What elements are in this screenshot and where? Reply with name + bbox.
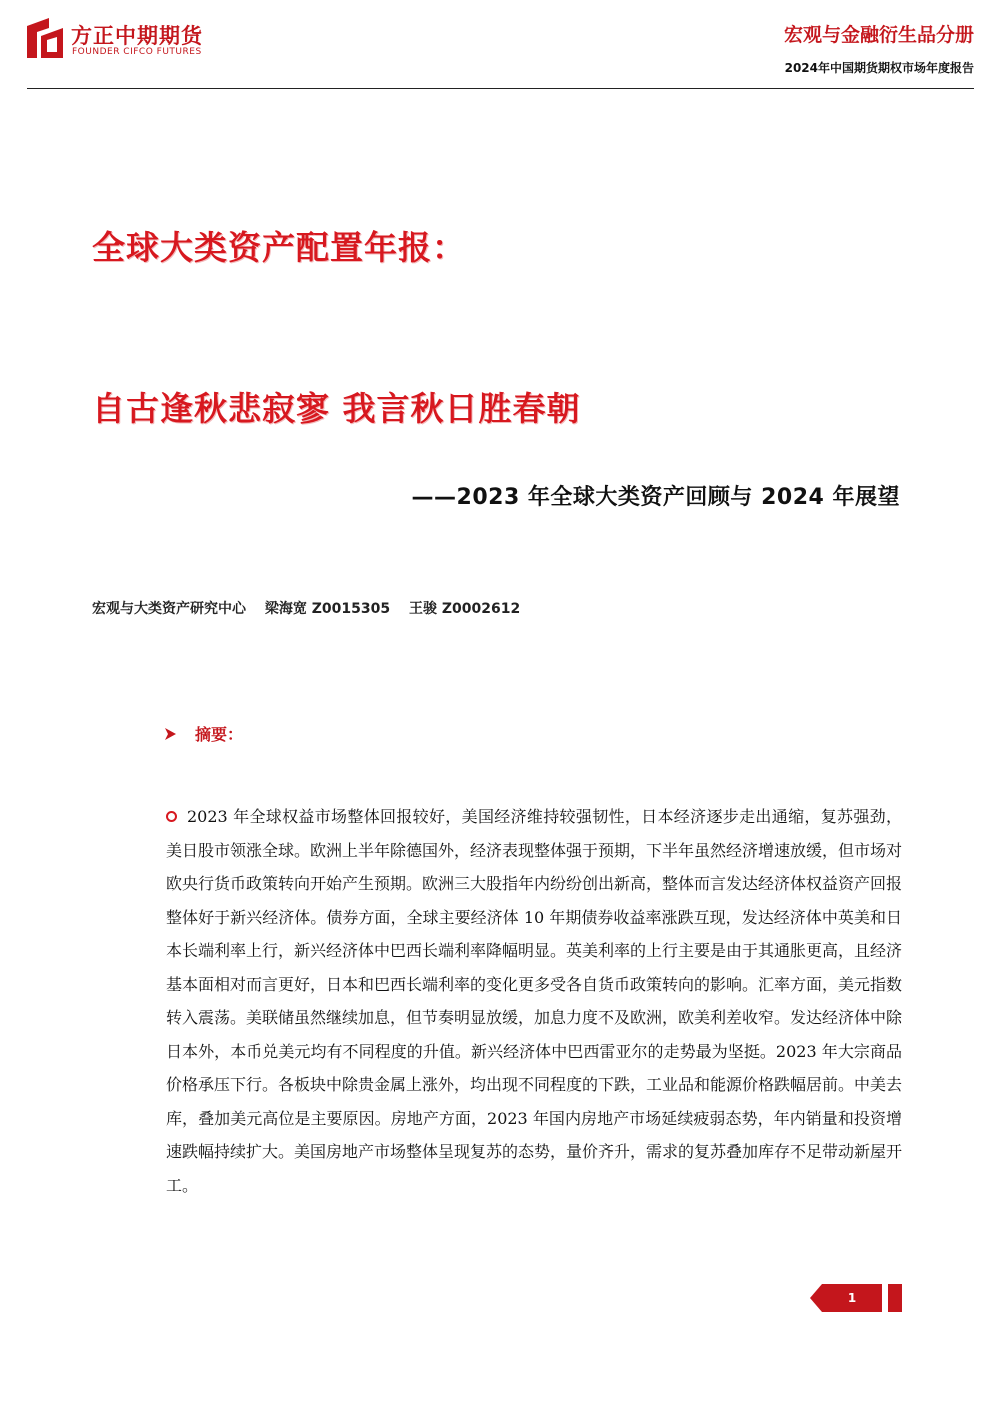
author-2: 王骏 Z0002612	[408, 601, 521, 617]
section-title: 宏观与金融衍生品分册	[783, 24, 974, 46]
logo-mark-icon	[27, 18, 63, 58]
abstract-text: 2023 年全球权益市场整体回报较好，美国经济维持较强韧性，日本经济逐步走出通缩，复苏强劲，美日股市领涨全球。欧洲上半年除德国外，经济表现整体强于预期，下半年虽然经济增速放缓，但市场对欧央行货币政策转向开始产生预期。欧洲三大股指年内纷纷创出新高，整体而言发达经济体权益资产回报整体好于新兴经济体。债券方面，全球主要经济体 10 年期债券收益率涨跌互现，发达经济体中英美和日本长端利率上行，新兴经济体中巴西长端利率降幅明显。英美利率的上行主要是由于其通胀更高，且经济基本面相对而言更好，日本和巴西长端利率的变化更多受各自货币政策转向的影响。汇率方面，美元指数转入震荡。美联储虽然继续加息，但节奏明显放缓，加息力度不及欧洲，欧美利差收窄。发达经济体中除日本外，本币兑美元均有不同程度的升值。新兴经济体中巴西雷亚尔的走势最为坚挺。2023 年大宗商品价格承压下行。各板块中除贵金属上涨外，均出现不同程度的下跌，工业品和能源价格跌幅居前。中美去库，叠加美元高位是主要原因。房地产方面，2023 年国内房地产市场延续疲弱态势，年内销量和投资增速跌幅持续扩大。美国房地产市场整体呈现复苏的态势，量价齐升，需求的复苏叠加库存不足带动新屋开工。	[166, 807, 903, 1195]
logo-chinese-name: 方正中期期货	[71, 24, 203, 48]
main-title: 全球大类资产配置年报：	[92, 228, 466, 267]
report-subtitle: 2024年中国期货期权市场年度报告	[784, 61, 974, 75]
research-center: 宏观与大类资产研究中心	[92, 601, 246, 617]
arrow-right-icon	[163, 727, 177, 741]
headline: 自古逢秋悲寂寥 我言秋日胜春朝	[92, 389, 581, 428]
report-header	[784, 20, 974, 76]
abstract-paragraph	[166, 800, 902, 1202]
author-line	[92, 598, 534, 618]
byline-title: ——2023 年全球大类资产回顾与 2024 年展望	[411, 485, 900, 510]
abstract-heading	[163, 722, 243, 745]
company-logo	[27, 18, 247, 62]
abstract-label: 摘要：	[195, 725, 244, 744]
logo-english-name: FOUNDER CIFCO FUTURES	[72, 47, 202, 57]
header-divider	[27, 88, 974, 89]
circle-bullet-icon	[166, 811, 177, 822]
page-number: 1	[847, 1291, 857, 1305]
author-1: 梁海宽 Z0015305	[264, 601, 391, 617]
